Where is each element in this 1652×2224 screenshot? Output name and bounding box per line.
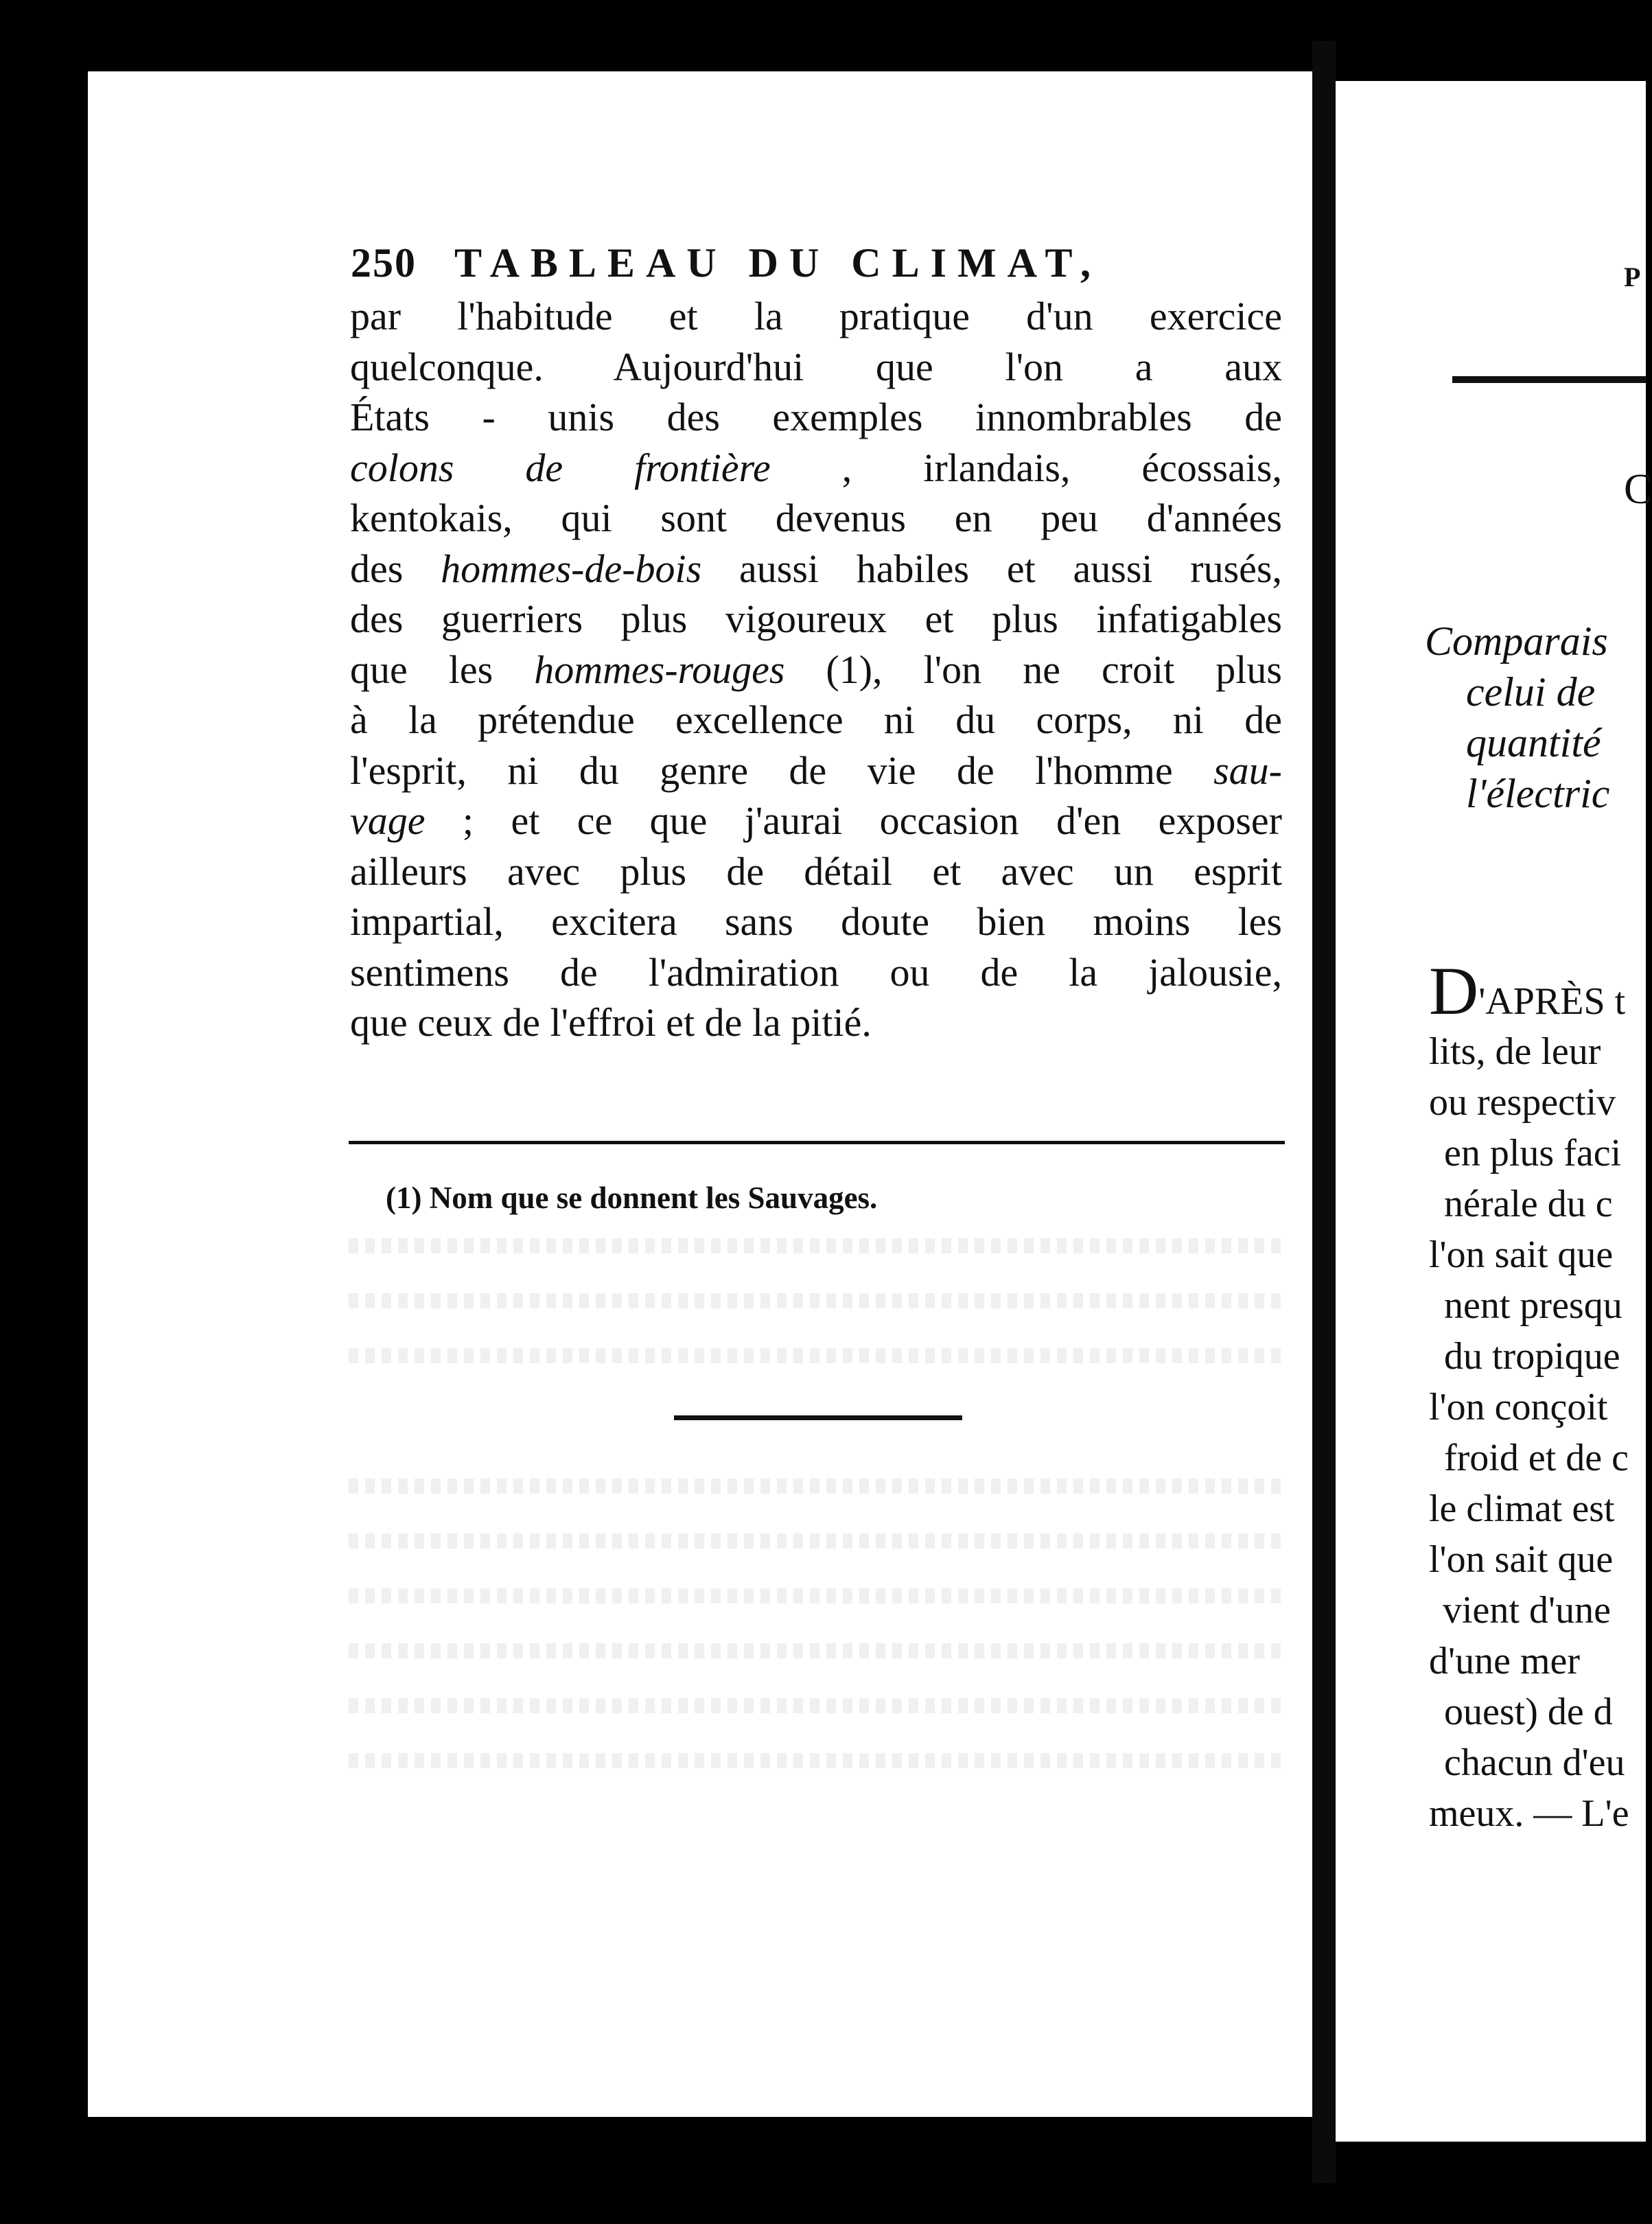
text-line [350,342,1282,393]
text-line [350,291,1282,342]
italic-text: hommes-de-bois [441,546,702,591]
text-segment: des guerriers plus vigoureux et plus infatigables [350,596,1282,641]
text-line: froid et de c [1444,1437,1629,1479]
text-segment: que ceux de l'effroi et de la pitié. [350,1000,872,1045]
summary-line: Comparais [1425,618,1608,664]
text-segment: des [350,546,441,591]
left-page [88,71,1312,2117]
text-segment: par l'habitude et la pratique d'un exercice [350,294,1282,338]
summary-line: quantité [1466,720,1601,765]
text-line [350,796,1282,846]
text-line [350,544,1282,594]
text-segment: (1), l'on ne croit plus [784,647,1282,692]
summary-line: l'électric [1466,771,1610,816]
footnote-rule [349,1141,1285,1144]
bleed-through [349,1293,1282,1308]
summary-line: celui de [1466,669,1596,715]
text-segment: l'esprit, ni du genre de vie de l'homme [350,748,1214,793]
bleed-through [349,1238,1282,1253]
end-ornament-rule [674,1415,962,1420]
bleed-through [349,1588,1282,1603]
bleed-through [349,1643,1282,1658]
running-head: TABLEAU DU CLIMAT, [454,240,1102,286]
text-line: chacun d'eu [1444,1741,1625,1784]
bleed-through [349,1479,1282,1494]
text-line: ouest) de d [1444,1691,1613,1733]
text-line: du tropique [1444,1335,1620,1378]
text-line: l'on sait que [1429,1538,1614,1581]
text-line [350,493,1282,544]
text-line: l'on conçoit [1429,1386,1608,1428]
italic-text: sau- [1213,748,1282,793]
text-line: meux. — L'e [1429,1792,1629,1835]
text-line: vient d'une [1443,1589,1611,1632]
text-segment: aussi habiles et aussi rusés, [701,546,1282,591]
chapter-heading: C [1624,466,1652,513]
first-line-text: 'APRÈS t [1478,980,1626,1023]
book-spine-gutter [1312,41,1336,2183]
italic-text: hommes-rouges [534,647,785,692]
italic-text: vage [350,798,426,843]
text-segment: , irlandais, écossais, [770,445,1282,490]
text-line: d'une mer [1429,1640,1581,1682]
text-line [350,594,1282,645]
text-line [350,392,1282,443]
text-line [350,695,1282,745]
text-segment: États - unis des exemples innombrables de [350,395,1282,439]
text-line [350,846,1282,897]
text-line: l'on sait que [1429,1233,1614,1276]
text-line: en plus faci [1444,1132,1622,1174]
drop-cap: D [1429,953,1479,1029]
first-line [1429,953,1626,1029]
page-number: 250 [351,240,417,286]
italic-text: colons de frontière [350,445,771,490]
text-line: ou respectiv [1429,1081,1616,1124]
text-segment: kentokais, qui sont devenus en peu d'années [350,496,1282,540]
text-segment: que les [350,647,535,692]
bleed-through [349,1753,1282,1768]
bleed-through [349,1533,1282,1549]
text-line: nent presqu [1444,1284,1622,1327]
text-segment: impartial, excitera sans doute bien moins les [350,899,1282,944]
text-line [350,745,1282,796]
right-running-head: P [1624,262,1641,292]
right-page [1336,81,1652,2142]
text-segment: quelconque. Aujourd'hui que l'on a aux [350,344,1282,389]
text-line: le climat est [1429,1487,1615,1530]
page-header [351,240,1102,287]
text-segment: sentimens de l'admiration ou de la jalousie, [350,949,1282,995]
text-line [350,896,1282,947]
text-line: lits, de leur [1429,1030,1601,1073]
text-line [350,947,1282,998]
bleed-through [349,1348,1282,1363]
text-line: nérale du c [1444,1183,1613,1225]
text-segment: ailleurs avec plus de détail et avec un esprit [350,848,1282,894]
text-segment: ; et ce que j'aurai occasion d'en exposer [425,798,1282,843]
chapter-rule [1452,376,1646,383]
text-segment: à la prétendue excellence ni du corps, ni de [350,697,1282,742]
bleed-through [349,1698,1282,1713]
footnote: (1) Nom que se donnent les Sauvages. [386,1181,878,1215]
text-line [350,997,1282,1048]
text-line [350,645,1282,695]
text-line [350,443,1282,494]
